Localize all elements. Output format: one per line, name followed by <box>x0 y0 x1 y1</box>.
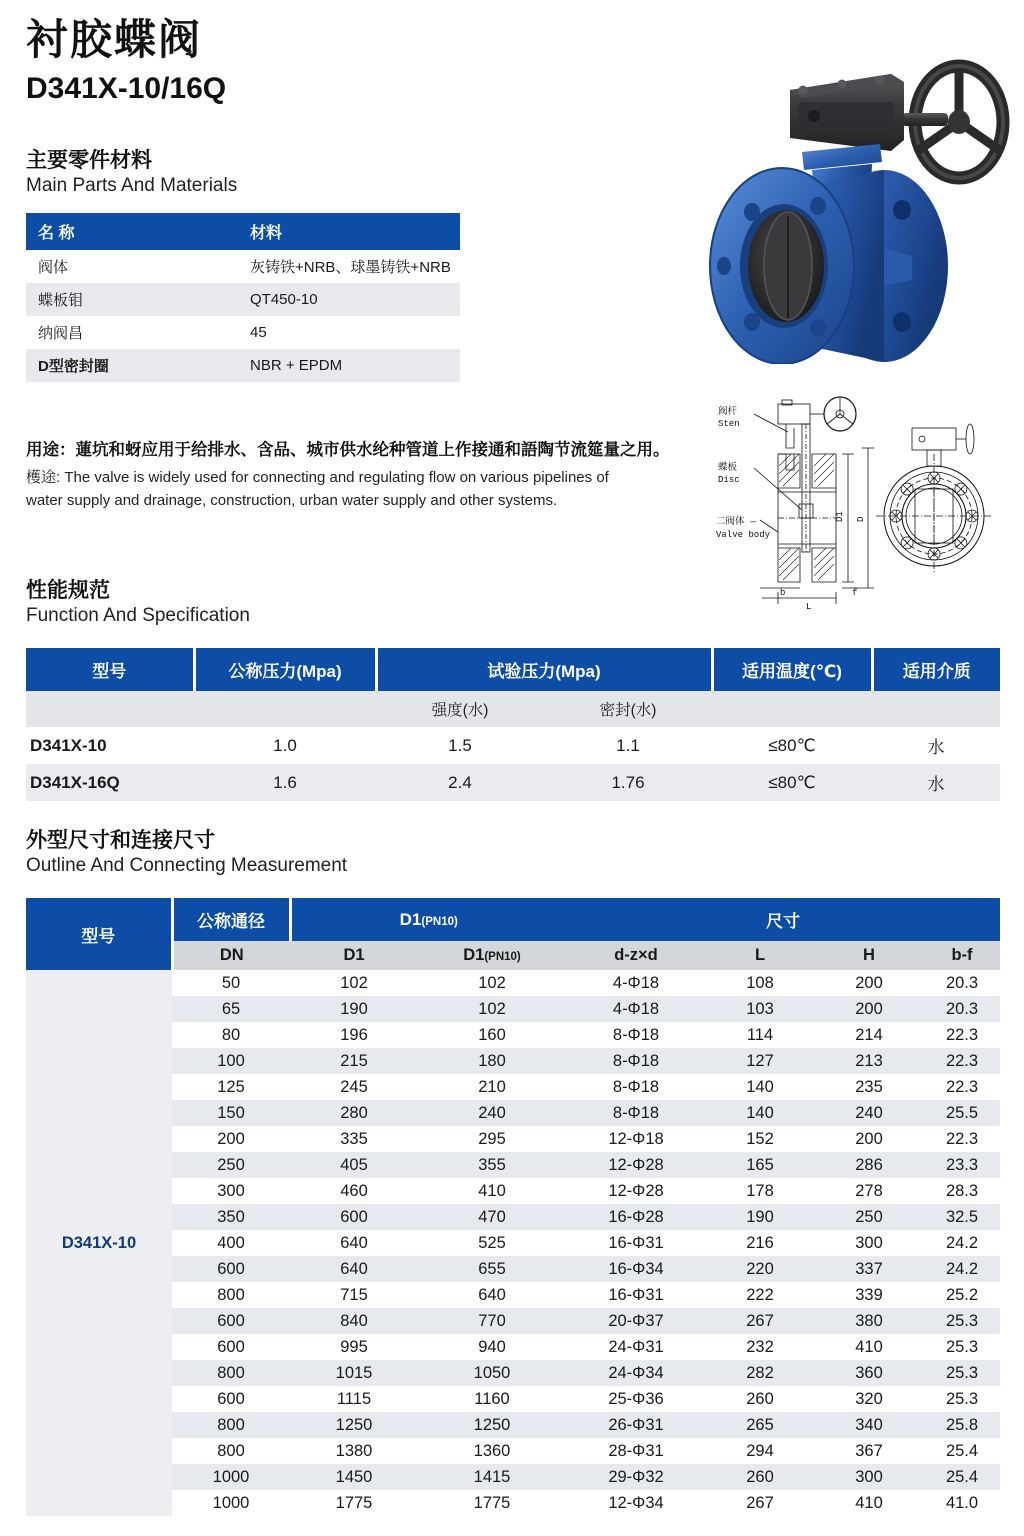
table-subheader-row <box>26 941 1000 970</box>
outline-cell-h: 300 <box>814 1464 924 1490</box>
outline-cell-bf: 22.3 <box>945 1077 979 1096</box>
outline-cell-dzd: 16-Φ28 <box>566 1204 706 1230</box>
outline-cell-d1pn10: 1415 <box>418 1464 566 1490</box>
spec-temp: ≤80℃ <box>768 735 816 755</box>
outline-cell-d1: 335 <box>340 1129 368 1148</box>
table-row <box>26 349 460 382</box>
outline-cell-l: 260 <box>706 1464 814 1490</box>
outline-cell-l: 216 <box>746 1233 774 1252</box>
section-heading-spec <box>26 578 250 629</box>
product-photo <box>706 34 1010 364</box>
table-row <box>26 1100 1000 1126</box>
outline-cell-bf: 25.4 <box>924 1464 1000 1490</box>
section-outline-zh: 外型尺寸和连接尺寸 <box>26 829 215 852</box>
outline-cell-dzd: 26-Φ31 <box>566 1412 706 1438</box>
drawing-label-body-zh: 二阀体 — <box>716 516 756 527</box>
table-row <box>26 316 460 349</box>
outline-cell-d1: 102 <box>340 973 368 992</box>
outline-cell-dzd: 28-Φ31 <box>608 1441 664 1460</box>
drawing-dim-d1: D1 <box>835 511 845 522</box>
table-subheader-row <box>26 691 1000 727</box>
outline-cell-dn: 80 <box>221 1025 241 1044</box>
drawing-dim-d: D <box>856 516 866 522</box>
outline-cell-bf: 22.3 <box>945 1129 979 1148</box>
outline-cell-d1pn10: 410 <box>478 1181 506 1200</box>
outline-cell-bf: 25.4 <box>945 1441 979 1460</box>
outline-cell-h: 214 <box>855 1025 883 1044</box>
outline-cell-d1pn10: 102 <box>478 973 506 992</box>
outline-cell-d1: 995 <box>340 1337 368 1356</box>
outline-cell-l: 282 <box>706 1360 814 1386</box>
outline-cell-bf: 32.5 <box>924 1204 1000 1230</box>
outline-cell-d1: 1250 <box>290 1412 418 1438</box>
outline-cell-bf: 25.5 <box>924 1100 1000 1126</box>
part-material: QT450-10 <box>250 291 318 308</box>
usage-text-zh: 用途：蓮坑和蚜应用于给排水、含品、城市供水纶种管道上作接通和語陶节流筵量之用。 <box>26 441 670 459</box>
outline-cell-l: 232 <box>746 1337 774 1356</box>
spec-header-nominal-pressure: 公称压力(Mpa) <box>194 648 376 691</box>
outline-cell-h: 235 <box>855 1077 883 1096</box>
outline-cell-l: 140 <box>746 1077 774 1096</box>
outline-cell-dzd: 16-Φ31 <box>608 1233 664 1252</box>
outline-cell-bf: 25.2 <box>945 1285 979 1304</box>
outline-cell-h: 240 <box>814 1100 924 1126</box>
spec-header-medium: 适用介质 <box>872 648 1000 691</box>
outline-cell-h: 320 <box>855 1389 883 1408</box>
outline-cell-dn: 65 <box>172 996 290 1022</box>
part-name: D型密封圈 <box>38 358 109 375</box>
outline-cell-dzd: 20-Φ37 <box>566 1308 706 1334</box>
outline-cell-h: 278 <box>855 1181 883 1200</box>
outline-cell-l: 103 <box>706 996 814 1022</box>
outline-cell-dzd: 16-Φ34 <box>566 1256 706 1282</box>
spec-seal: 1.1 <box>616 735 640 755</box>
part-name: 纳阀昌 <box>38 325 84 342</box>
outline-header-d1-pn10: D1(PN10) <box>290 898 566 941</box>
outline-cell-d1: 840 <box>290 1308 418 1334</box>
spec-seal: 1.76 <box>544 764 712 801</box>
spec-nominal: 1.0 <box>273 735 297 755</box>
outline-cell-d1: 640 <box>340 1233 368 1252</box>
spec-model: D341X-10 <box>30 735 107 755</box>
outline-cell-bf: 41.0 <box>945 1493 979 1512</box>
usage-en-line1: The valve is widely used for connecting and regulating flow on various pipelines of <box>64 468 609 486</box>
outline-cell-h: 200 <box>814 996 924 1022</box>
spec-sub-blank-4 <box>872 691 1000 727</box>
spec-strength: 2.4 <box>376 764 544 801</box>
outline-cell-dzd: 8-Φ18 <box>612 1077 660 1096</box>
outline-cell-d1: 215 <box>290 1048 418 1074</box>
spec-sub-blank-3 <box>712 691 872 727</box>
outline-cell-l: 114 <box>746 1025 774 1044</box>
section-spec-en: Function And Specification <box>26 605 250 627</box>
outline-cell-d1: 1015 <box>290 1360 418 1386</box>
table-header-row <box>26 898 1000 941</box>
spec-medium: 水 <box>872 764 1000 801</box>
outline-cell-dn: 800 <box>217 1441 245 1460</box>
outline-cell-l: 127 <box>706 1048 814 1074</box>
technical-drawing <box>716 392 1016 624</box>
outline-cell-d1pn10: 295 <box>478 1129 506 1148</box>
part-material: 45 <box>250 324 267 341</box>
outline-cell-l: 108 <box>746 973 774 992</box>
outline-cell-bf: 24.2 <box>924 1256 1000 1282</box>
main-parts-table <box>26 213 460 382</box>
table-row <box>26 1022 1000 1048</box>
outline-cell-d1: 460 <box>340 1181 368 1200</box>
outline-cell-h: 286 <box>814 1152 924 1178</box>
outline-cell-d1pn10: 1160 <box>474 1389 510 1408</box>
table-row <box>26 1490 1000 1516</box>
outline-cell-dn: 400 <box>217 1233 245 1252</box>
table-row <box>26 1204 1000 1230</box>
outline-cell-l: 178 <box>746 1181 774 1200</box>
outline-cell-dzd: 4-Φ18 <box>566 996 706 1022</box>
outline-cell-dn: 350 <box>172 1204 290 1230</box>
spec-sub-strength: 强度(水) <box>376 691 544 727</box>
outline-cell-dn: 800 <box>217 1285 245 1304</box>
spec-sub-seal: 密封(水) <box>544 691 712 727</box>
drawing-dim-f: f <box>852 588 858 598</box>
usage-text-en <box>26 466 716 513</box>
outline-cell-h: 380 <box>814 1308 924 1334</box>
part-material: 灰铸铁+NRB、球墨铸铁+NRB <box>250 259 451 276</box>
drawing-dim-l: L <box>806 602 812 612</box>
drawing-label-body-en: Valve body <box>716 530 771 540</box>
outline-cell-h: 339 <box>855 1285 883 1304</box>
spec-model: D341X-16Q <box>26 764 194 801</box>
outline-cell-h: 367 <box>855 1441 883 1460</box>
outline-cell-d1pn10: 240 <box>418 1100 566 1126</box>
table-row <box>26 764 1000 801</box>
table-row <box>26 727 1000 764</box>
outline-col-5: L <box>706 941 814 970</box>
spec-header-test-pressure: 试验压力(Mpa) <box>376 648 712 691</box>
outline-cell-bf: 25.3 <box>945 1389 979 1408</box>
outline-measurement-table <box>26 898 1000 1516</box>
outline-cell-d1pn10: 1360 <box>473 1441 511 1460</box>
table-header-row <box>26 648 1000 691</box>
outline-cell-dn: 250 <box>172 1152 290 1178</box>
drawing-label-disc-en: Disc <box>718 475 740 485</box>
outline-cell-l: 165 <box>706 1152 814 1178</box>
drawing-dim-b: b <box>780 588 786 598</box>
outline-cell-d1: 715 <box>340 1285 368 1304</box>
usage-en-prefix: 檴途: <box>26 468 61 486</box>
spec-medium: 水 <box>927 738 945 757</box>
outline-cell-dzd: 8-Φ18 <box>566 1100 706 1126</box>
table-row <box>26 1048 1000 1074</box>
outline-cell-bf: 23.3 <box>924 1152 1000 1178</box>
table-row <box>26 1230 1000 1256</box>
outline-cell-l: 190 <box>706 1204 814 1230</box>
outline-cell-bf: 25.3 <box>924 1360 1000 1386</box>
outline-col-2: D1 <box>290 941 418 970</box>
outline-cell-d1pn10: 160 <box>478 1025 506 1044</box>
outline-cell-d1pn10: 180 <box>418 1048 566 1074</box>
section-heading-outline <box>26 828 347 879</box>
outline-cell-d1: 640 <box>290 1256 418 1282</box>
outline-cell-l: 260 <box>746 1389 774 1408</box>
drawing-label-stem-zh: 阀杆 <box>718 406 738 417</box>
outline-cell-dzd: 4-Φ18 <box>612 973 660 992</box>
outline-cell-dzd: 24-Φ34 <box>566 1360 706 1386</box>
table-row <box>26 1178 1000 1204</box>
outline-cell-dn: 600 <box>217 1389 245 1408</box>
outline-cell-d1pn10: 525 <box>478 1233 506 1252</box>
page-title-model: D341X-10/16Q <box>26 72 227 105</box>
outline-cell-h: 300 <box>855 1233 883 1252</box>
outline-cell-d1: 190 <box>290 996 418 1022</box>
outline-cell-h: 250 <box>814 1204 924 1230</box>
gear-shaft <box>902 113 948 126</box>
outline-cell-dn: 800 <box>172 1360 290 1386</box>
outline-cell-dn: 600 <box>172 1308 290 1334</box>
outline-col-7: b-f <box>924 941 1000 970</box>
outline-cell-bf: 25.8 <box>924 1412 1000 1438</box>
outline-cell-h: 200 <box>855 1129 883 1148</box>
outline-cell-h: 200 <box>855 973 883 992</box>
table-row <box>26 1438 1000 1464</box>
outline-cell-l: 267 <box>706 1308 814 1334</box>
outline-cell-h: 360 <box>814 1360 924 1386</box>
table-row <box>26 283 460 316</box>
outline-cell-dzd: 12-Φ34 <box>608 1493 664 1512</box>
outline-cell-d1: 405 <box>290 1152 418 1178</box>
specification-table <box>26 648 1000 801</box>
outline-cell-h: 213 <box>814 1048 924 1074</box>
outline-cell-d1pn10: 640 <box>478 1285 506 1304</box>
drawing-label-stem-en: Sten <box>718 419 740 429</box>
outline-cell-d1pn10: 1775 <box>473 1493 511 1512</box>
outline-cell-d1pn10: 1250 <box>418 1412 566 1438</box>
table-row <box>26 1282 1000 1308</box>
outline-col-3: D1(PN10) <box>418 941 566 970</box>
table-row <box>26 1308 1000 1334</box>
outline-cell-l: 294 <box>746 1441 774 1460</box>
table-row <box>26 1334 1000 1360</box>
outline-cell-d1pn10: 355 <box>418 1152 566 1178</box>
table-row <box>26 250 460 283</box>
outline-cell-l: 222 <box>746 1285 774 1304</box>
table-row <box>26 1074 1000 1100</box>
usage-description <box>26 438 716 512</box>
outline-header-model: 型号 <box>26 898 172 970</box>
outline-cell-dn: 600 <box>172 1256 290 1282</box>
outline-cell-l: 140 <box>706 1100 814 1126</box>
section-parts-zh: 主要零件材料 <box>26 149 152 172</box>
parts-header-material: 材料 <box>250 225 283 242</box>
outline-cell-bf: 20.3 <box>945 973 979 992</box>
outline-cell-dn: 600 <box>217 1337 245 1356</box>
part-material: NBR + EPDM <box>250 357 343 374</box>
outline-cell-dzd: 24-Φ31 <box>608 1337 664 1356</box>
table-row <box>26 1412 1000 1438</box>
outline-cell-d1: 600 <box>290 1204 418 1230</box>
table-header-row <box>26 213 460 250</box>
table-row <box>26 1464 1000 1490</box>
spec-header-temperature: 适用温度(℃) <box>712 648 872 691</box>
outline-cell-d1: 1775 <box>335 1493 373 1512</box>
outline-cell-h: 410 <box>855 1493 883 1512</box>
page-title-zh: 衬胶蝶阀 <box>26 16 203 63</box>
outline-cell-dn: 100 <box>172 1048 290 1074</box>
parts-header-name: 名 称 <box>38 225 75 242</box>
outline-col-1: DN <box>172 941 290 970</box>
outline-cell-dzd: 12-Φ18 <box>608 1129 664 1148</box>
spec-sub-blank-2 <box>194 691 376 727</box>
outline-cell-d1pn10: 770 <box>418 1308 566 1334</box>
outline-cell-d1: 1380 <box>335 1441 373 1460</box>
outline-cell-d1: 280 <box>290 1100 418 1126</box>
outline-cell-dzd: 8-Φ18 <box>566 1048 706 1074</box>
gearbox <box>790 74 904 151</box>
outline-cell-dn: 1000 <box>172 1464 290 1490</box>
outline-cell-dn: 50 <box>221 973 241 992</box>
outline-cell-bf: 28.3 <box>945 1181 979 1200</box>
table-row <box>26 1360 1000 1386</box>
outline-cell-l: 152 <box>746 1129 774 1148</box>
outline-cell-bf: 24.2 <box>945 1233 979 1252</box>
section-outline-en: Outline And Connecting Measurement <box>26 855 348 877</box>
outline-cell-h: 337 <box>814 1256 924 1282</box>
outline-cell-bf: 22.3 <box>924 1048 1000 1074</box>
outline-cell-d1pn10: 102 <box>418 996 566 1022</box>
spec-strength: 1.5 <box>448 735 472 755</box>
outline-cell-bf: 25.3 <box>924 1308 1000 1334</box>
spec-header-model: 型号 <box>26 648 194 691</box>
outline-cell-d1: 1450 <box>290 1464 418 1490</box>
outline-cell-d1: 1115 <box>336 1389 372 1408</box>
table-row <box>26 1386 1000 1412</box>
drawing-label-disc-zh: 蝶板 <box>718 462 738 473</box>
outline-cell-d1pn10: 655 <box>418 1256 566 1282</box>
table-row <box>26 1256 1000 1282</box>
outline-cell-dzd: 8-Φ18 <box>612 1025 660 1044</box>
table-row <box>26 1126 1000 1152</box>
outline-cell-l: 267 <box>746 1493 774 1512</box>
outline-cell-dn: 200 <box>217 1129 245 1148</box>
part-name: 蝶板钼 <box>38 292 84 309</box>
outline-cell-l: 265 <box>706 1412 814 1438</box>
outline-cell-dzd: 16-Φ31 <box>608 1285 664 1304</box>
spec-nominal: 1.6 <box>194 764 376 801</box>
outline-col-4: d-z×d <box>566 941 706 970</box>
outline-cell-dzd: 12-Φ28 <box>608 1181 664 1200</box>
outline-model-label: D341X-10 <box>26 970 172 1516</box>
outline-cell-dzd: 29-Φ32 <box>566 1464 706 1490</box>
outline-cell-dn: 800 <box>172 1412 290 1438</box>
table-row <box>26 970 1000 996</box>
part-name: 阀体 <box>38 259 69 276</box>
outline-cell-d1pn10: 940 <box>478 1337 506 1356</box>
outline-cell-bf: 22.3 <box>945 1025 979 1044</box>
spec-temp: ≤80℃ <box>712 764 872 801</box>
outline-cell-bf: 20.3 <box>924 996 1000 1022</box>
outline-cell-dn: 1000 <box>212 1493 250 1512</box>
section-parts-en: Main Parts And Materials <box>26 175 238 197</box>
outline-cell-h: 340 <box>814 1412 924 1438</box>
outline-cell-dn: 125 <box>217 1077 245 1096</box>
outline-cell-h: 410 <box>855 1337 883 1356</box>
outline-cell-d1: 196 <box>340 1025 368 1044</box>
section-heading-parts <box>26 148 237 199</box>
spec-sub-blank-1 <box>26 691 194 727</box>
outline-header-size: 尺寸 <box>566 898 1000 941</box>
section-spec-zh: 性能规范 <box>26 579 110 602</box>
outline-cell-dn: 300 <box>217 1181 245 1200</box>
outline-cell-dzd: 12-Φ28 <box>566 1152 706 1178</box>
outline-cell-dzd: 25-Φ36 <box>608 1389 664 1408</box>
outline-cell-d1pn10: 470 <box>418 1204 566 1230</box>
usage-en-line2: water supply and drainage, construction, urban water supply and other systems. <box>26 492 558 509</box>
table-row <box>26 996 1000 1022</box>
outline-header-bore: 公称通径 <box>172 898 290 941</box>
table-row <box>26 1152 1000 1178</box>
outline-col-6: H <box>814 941 924 970</box>
outline-cell-l: 220 <box>706 1256 814 1282</box>
outline-cell-d1: 245 <box>340 1077 368 1096</box>
outline-cell-dn: 150 <box>172 1100 290 1126</box>
outline-cell-bf: 25.3 <box>945 1337 979 1356</box>
outline-cell-d1pn10: 210 <box>478 1077 506 1096</box>
outline-cell-d1pn10: 1050 <box>418 1360 566 1386</box>
